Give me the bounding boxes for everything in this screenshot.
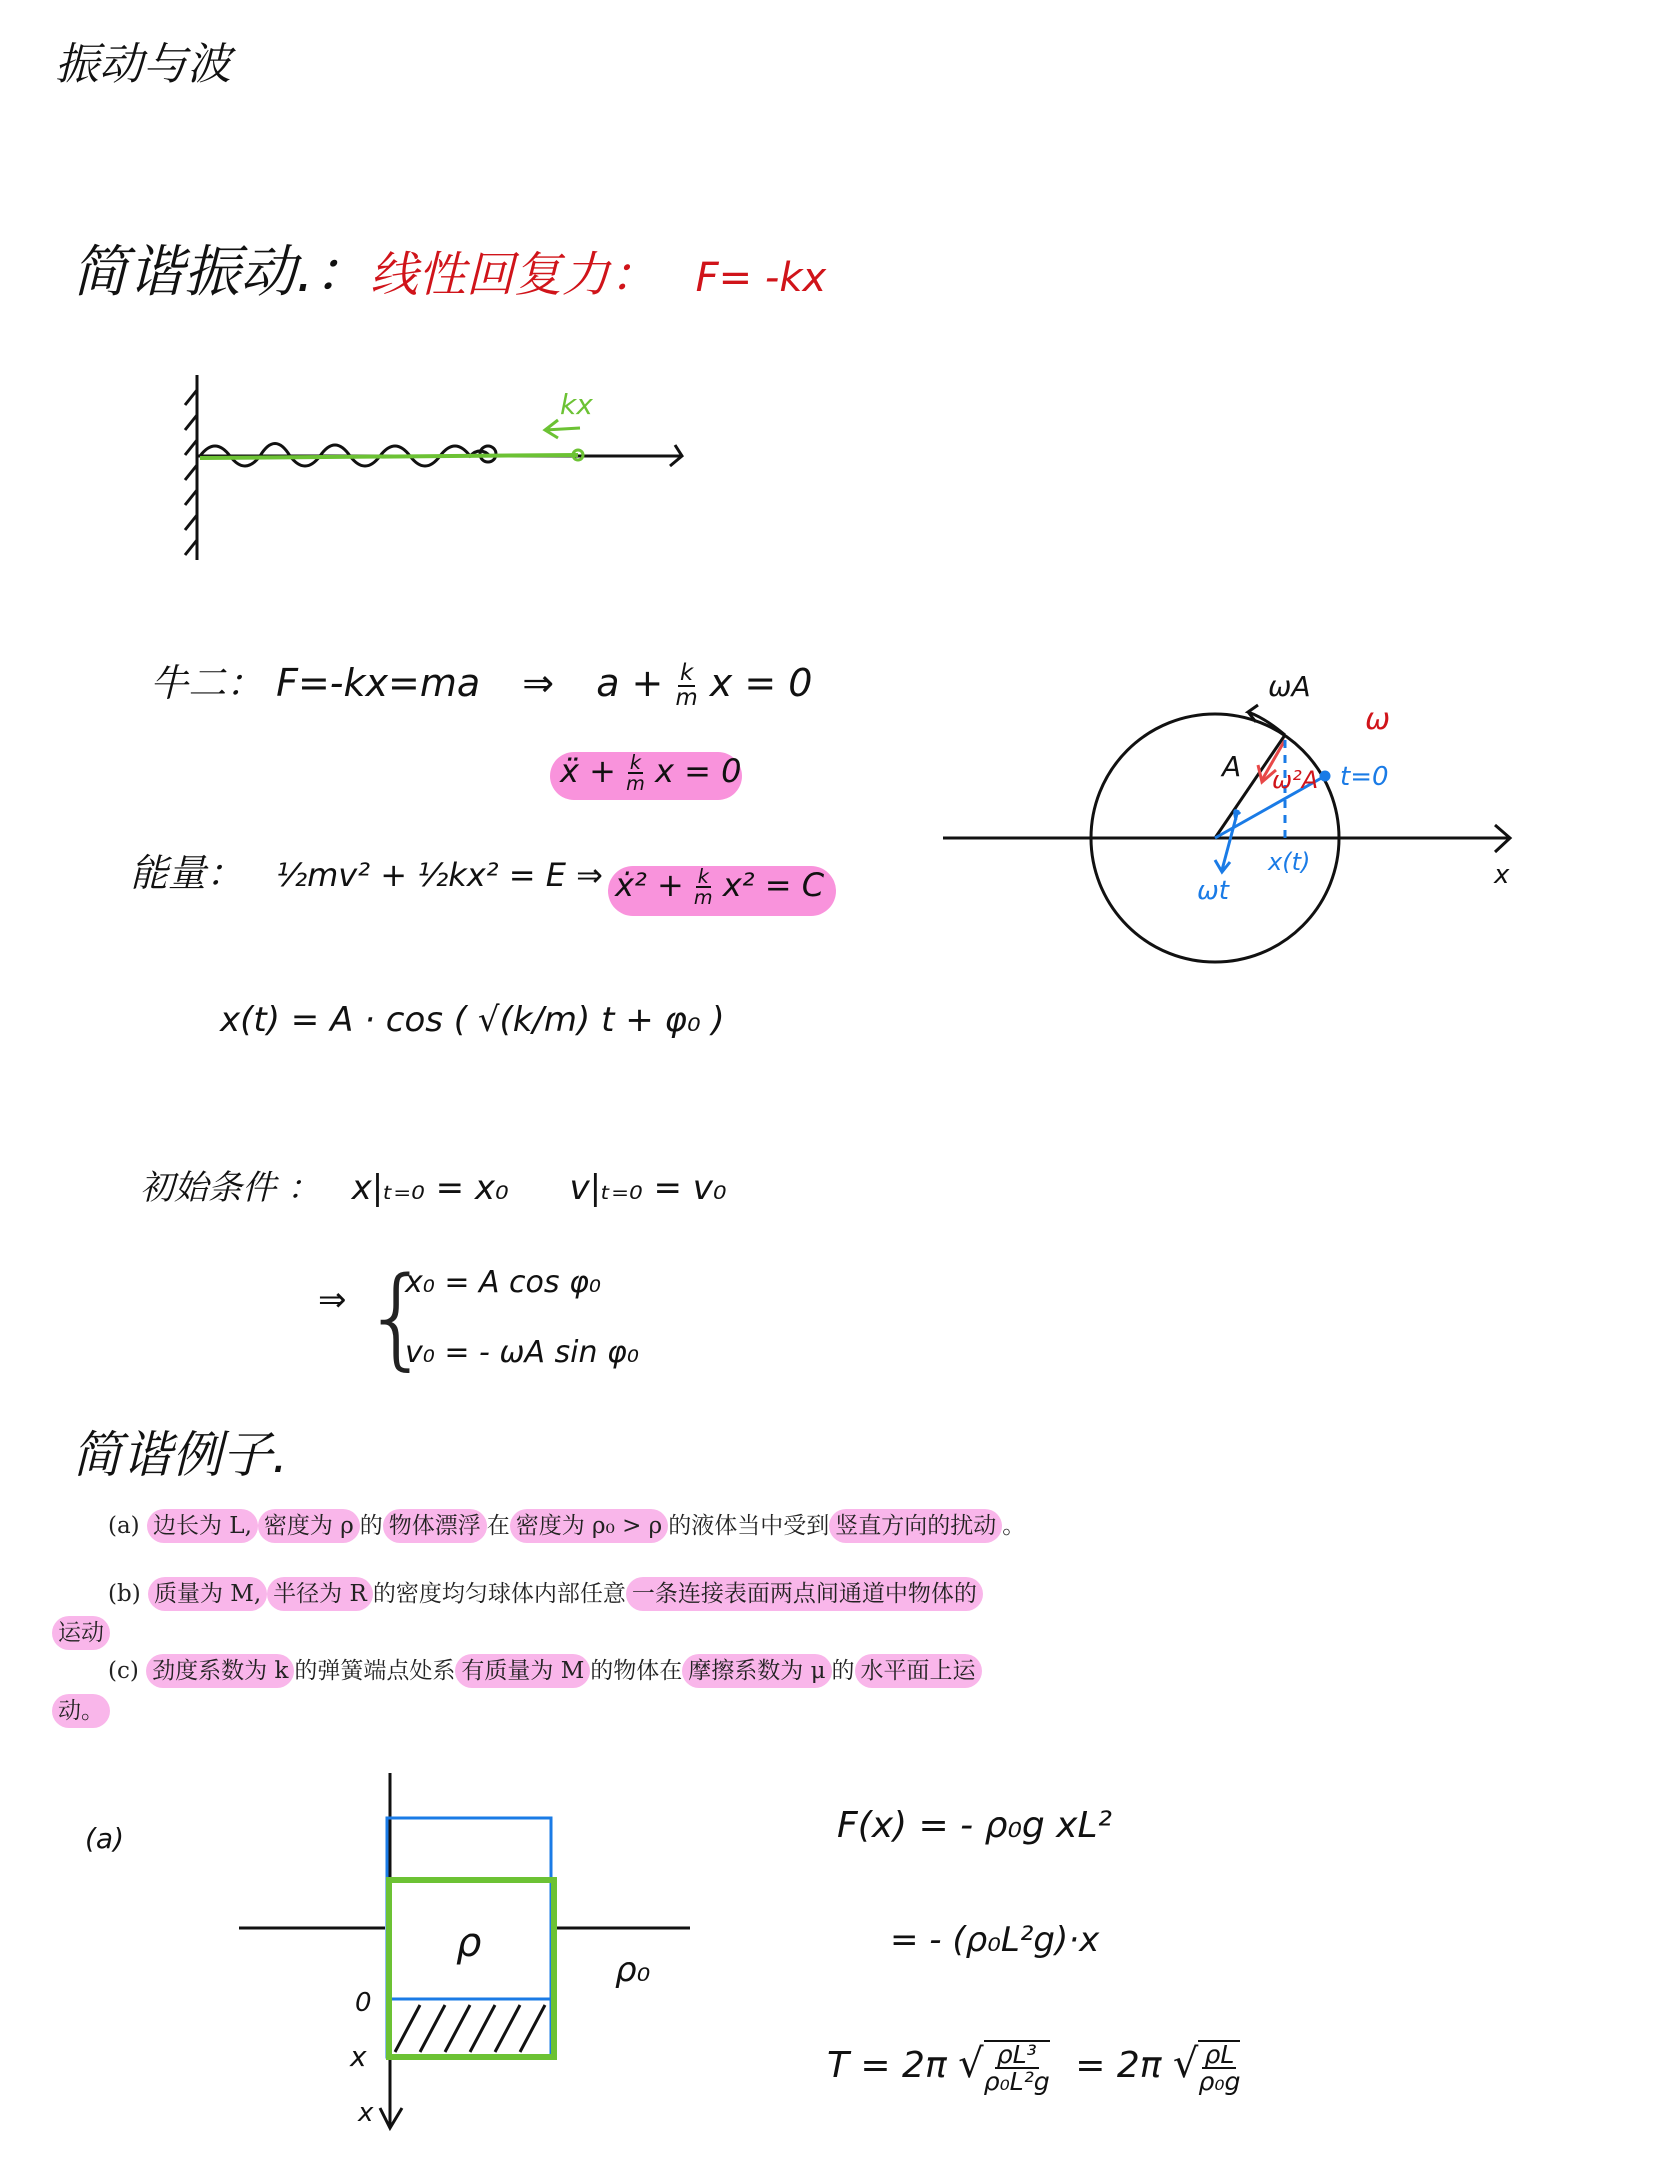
label-w: ω: [1365, 702, 1391, 737]
tag: (c): [108, 1658, 139, 1684]
tag: (b): [108, 1581, 141, 1607]
segment: 的液体当中受到: [668, 1513, 830, 1539]
segment: 一条连接表面两点间通道中物体的: [626, 1577, 983, 1611]
force-arrow-icon: [545, 420, 580, 438]
initial-line-1: x₀ = A cos φ₀: [405, 1265, 601, 1300]
displaced-block: [389, 1880, 554, 2057]
rotation-arrow-icon: [1248, 705, 1285, 735]
rho0-label: ρ₀: [615, 1950, 651, 1990]
energy-rhs: x² = C: [712, 866, 825, 904]
period-eq: = 2π: [1075, 2045, 1162, 2087]
shm-heading-text: 简谐振动.：: [72, 240, 370, 305]
rho-label: ρ: [456, 1920, 482, 1966]
period-formula: T = 2π √ $\frac{\text{ρL³}}{\text{ρ₀L²g}}$ = 2π √ $\frac{\rho L}{\text{ρ₀g}}$: [827, 2040, 1241, 2097]
label-A: A: [1222, 750, 1242, 783]
denominator: m: [693, 886, 713, 909]
example-a-text: [108, 1507, 1025, 1540]
force-formula-2: = - (ρ₀L²g)·x: [890, 1920, 1100, 1960]
example-c-text: [108, 1652, 982, 1685]
label-w2A: ω²A: [1272, 766, 1319, 794]
energy-equation: [130, 842, 603, 897]
label-wA: ωA: [1268, 670, 1311, 703]
example-b-text: [108, 1575, 983, 1608]
force-formula: F(x) = - ρ₀g xL²: [837, 1805, 1112, 1846]
period-lhs: T = 2π: [827, 2045, 947, 2087]
segment: 摩擦系数为 μ: [682, 1654, 831, 1688]
newton-eq: F=-kx=ma: [276, 661, 481, 705]
segment: 密度为 ρ₀ > ρ: [510, 1509, 668, 1543]
energy-eq: ½mv² + ½kx² = E ⇒: [276, 856, 603, 894]
x-mark-label: x: [350, 2040, 367, 2073]
spring-force-label: kx: [560, 388, 593, 421]
implies-symbol: ⇒: [318, 1280, 347, 1320]
spring-diagram: [185, 375, 682, 560]
initial-label: 初始条件 ：: [140, 1168, 321, 1208]
examples-heading: 简谐例子.: [72, 1426, 288, 1484]
x-condition: x|ₜ₌₀ = x₀: [351, 1168, 509, 1208]
restoring-force-label: 线性回复力：: [369, 247, 658, 303]
energy-lhs: ẋ² +: [615, 866, 694, 904]
solution-equation: x(t) = A · cos ( √(k/m) t + φ₀ ): [220, 1000, 725, 1040]
ode-lhs: ẍ +: [560, 752, 627, 790]
segment: 物体漂浮: [383, 1509, 487, 1543]
segment: 边长为 L,: [147, 1509, 258, 1543]
denominator: m: [675, 684, 698, 711]
fraction-1: [983, 2040, 1050, 2097]
segment: 运动: [52, 1616, 110, 1650]
label-t0: t=0: [1340, 762, 1389, 792]
newton-equation: [150, 652, 812, 709]
segment: 竖直方向的扰动: [829, 1509, 1002, 1543]
energy-conservation: [615, 866, 824, 907]
restoring-force-formula: F= -kx: [695, 255, 827, 301]
x-axis-label: x: [358, 2098, 374, 2128]
k-over-m: [693, 864, 713, 909]
page-title: 振动与波: [55, 39, 231, 90]
denominator: ρ₀L²g: [983, 2067, 1050, 2097]
example-b-wrap: [52, 1614, 110, 1647]
hatch-region: [395, 2005, 545, 2052]
ode-equation: [560, 752, 741, 793]
numerator: k: [679, 659, 694, 686]
segment: 动。: [52, 1694, 110, 1728]
newton-result-x: x = 0: [697, 661, 813, 705]
segment: 的弹簧端点处系: [294, 1658, 456, 1684]
segment: 密度为 ρ: [258, 1509, 360, 1543]
numerator: k: [629, 750, 641, 774]
k-over-m: [626, 750, 645, 795]
initial-line-2: v₀ = - ωA sin φ₀: [405, 1335, 639, 1370]
energy-label: 能量：: [130, 851, 245, 895]
segment: 在: [486, 1513, 510, 1539]
tag: (a): [108, 1513, 140, 1539]
fraction-2: [1198, 2040, 1241, 2097]
k-over-m: [675, 659, 698, 711]
ode-rhs: x = 0: [644, 752, 742, 790]
v-condition: v|ₜ₌₀ = v₀: [569, 1168, 727, 1208]
segment: 的密度均匀球体内部任意: [372, 1581, 626, 1607]
numerator: k: [697, 864, 709, 888]
segment: 的: [359, 1513, 383, 1539]
segment: 水平面上运: [855, 1654, 982, 1688]
segment: 。: [1002, 1513, 1026, 1539]
example-c-wrap: [52, 1692, 110, 1725]
label-xt: x(t): [1268, 848, 1311, 876]
newton-label: 牛二：: [150, 661, 265, 705]
label-wt: ωt: [1197, 876, 1229, 906]
example-a-label: (a): [85, 1822, 125, 1855]
denominator: ρ₀g: [1198, 2067, 1241, 2097]
newton-result-a: a +: [596, 661, 676, 705]
t0-point: [1321, 772, 1329, 780]
origin-label: 0: [355, 1988, 372, 2018]
segment: 半径为 R: [267, 1577, 373, 1611]
segment: 的: [831, 1658, 855, 1684]
initial-conditions: [140, 1160, 727, 1209]
label-x-axis: x: [1494, 860, 1510, 890]
brace-icon: {: [362, 1253, 432, 1381]
denominator: m: [626, 772, 645, 795]
numerator: ρL³: [996, 2040, 1037, 2069]
circle-diagram: [943, 705, 1510, 962]
segment: 有质量为 M: [455, 1654, 590, 1688]
numerator: ρL: [1204, 2040, 1235, 2069]
wall-hatch: [185, 390, 197, 555]
segment: 劲度系数为 k: [146, 1654, 294, 1688]
segment: 的物体在: [590, 1658, 683, 1684]
implies-symbol: ⇒: [522, 661, 555, 705]
segment: 质量为 M,: [148, 1577, 267, 1611]
